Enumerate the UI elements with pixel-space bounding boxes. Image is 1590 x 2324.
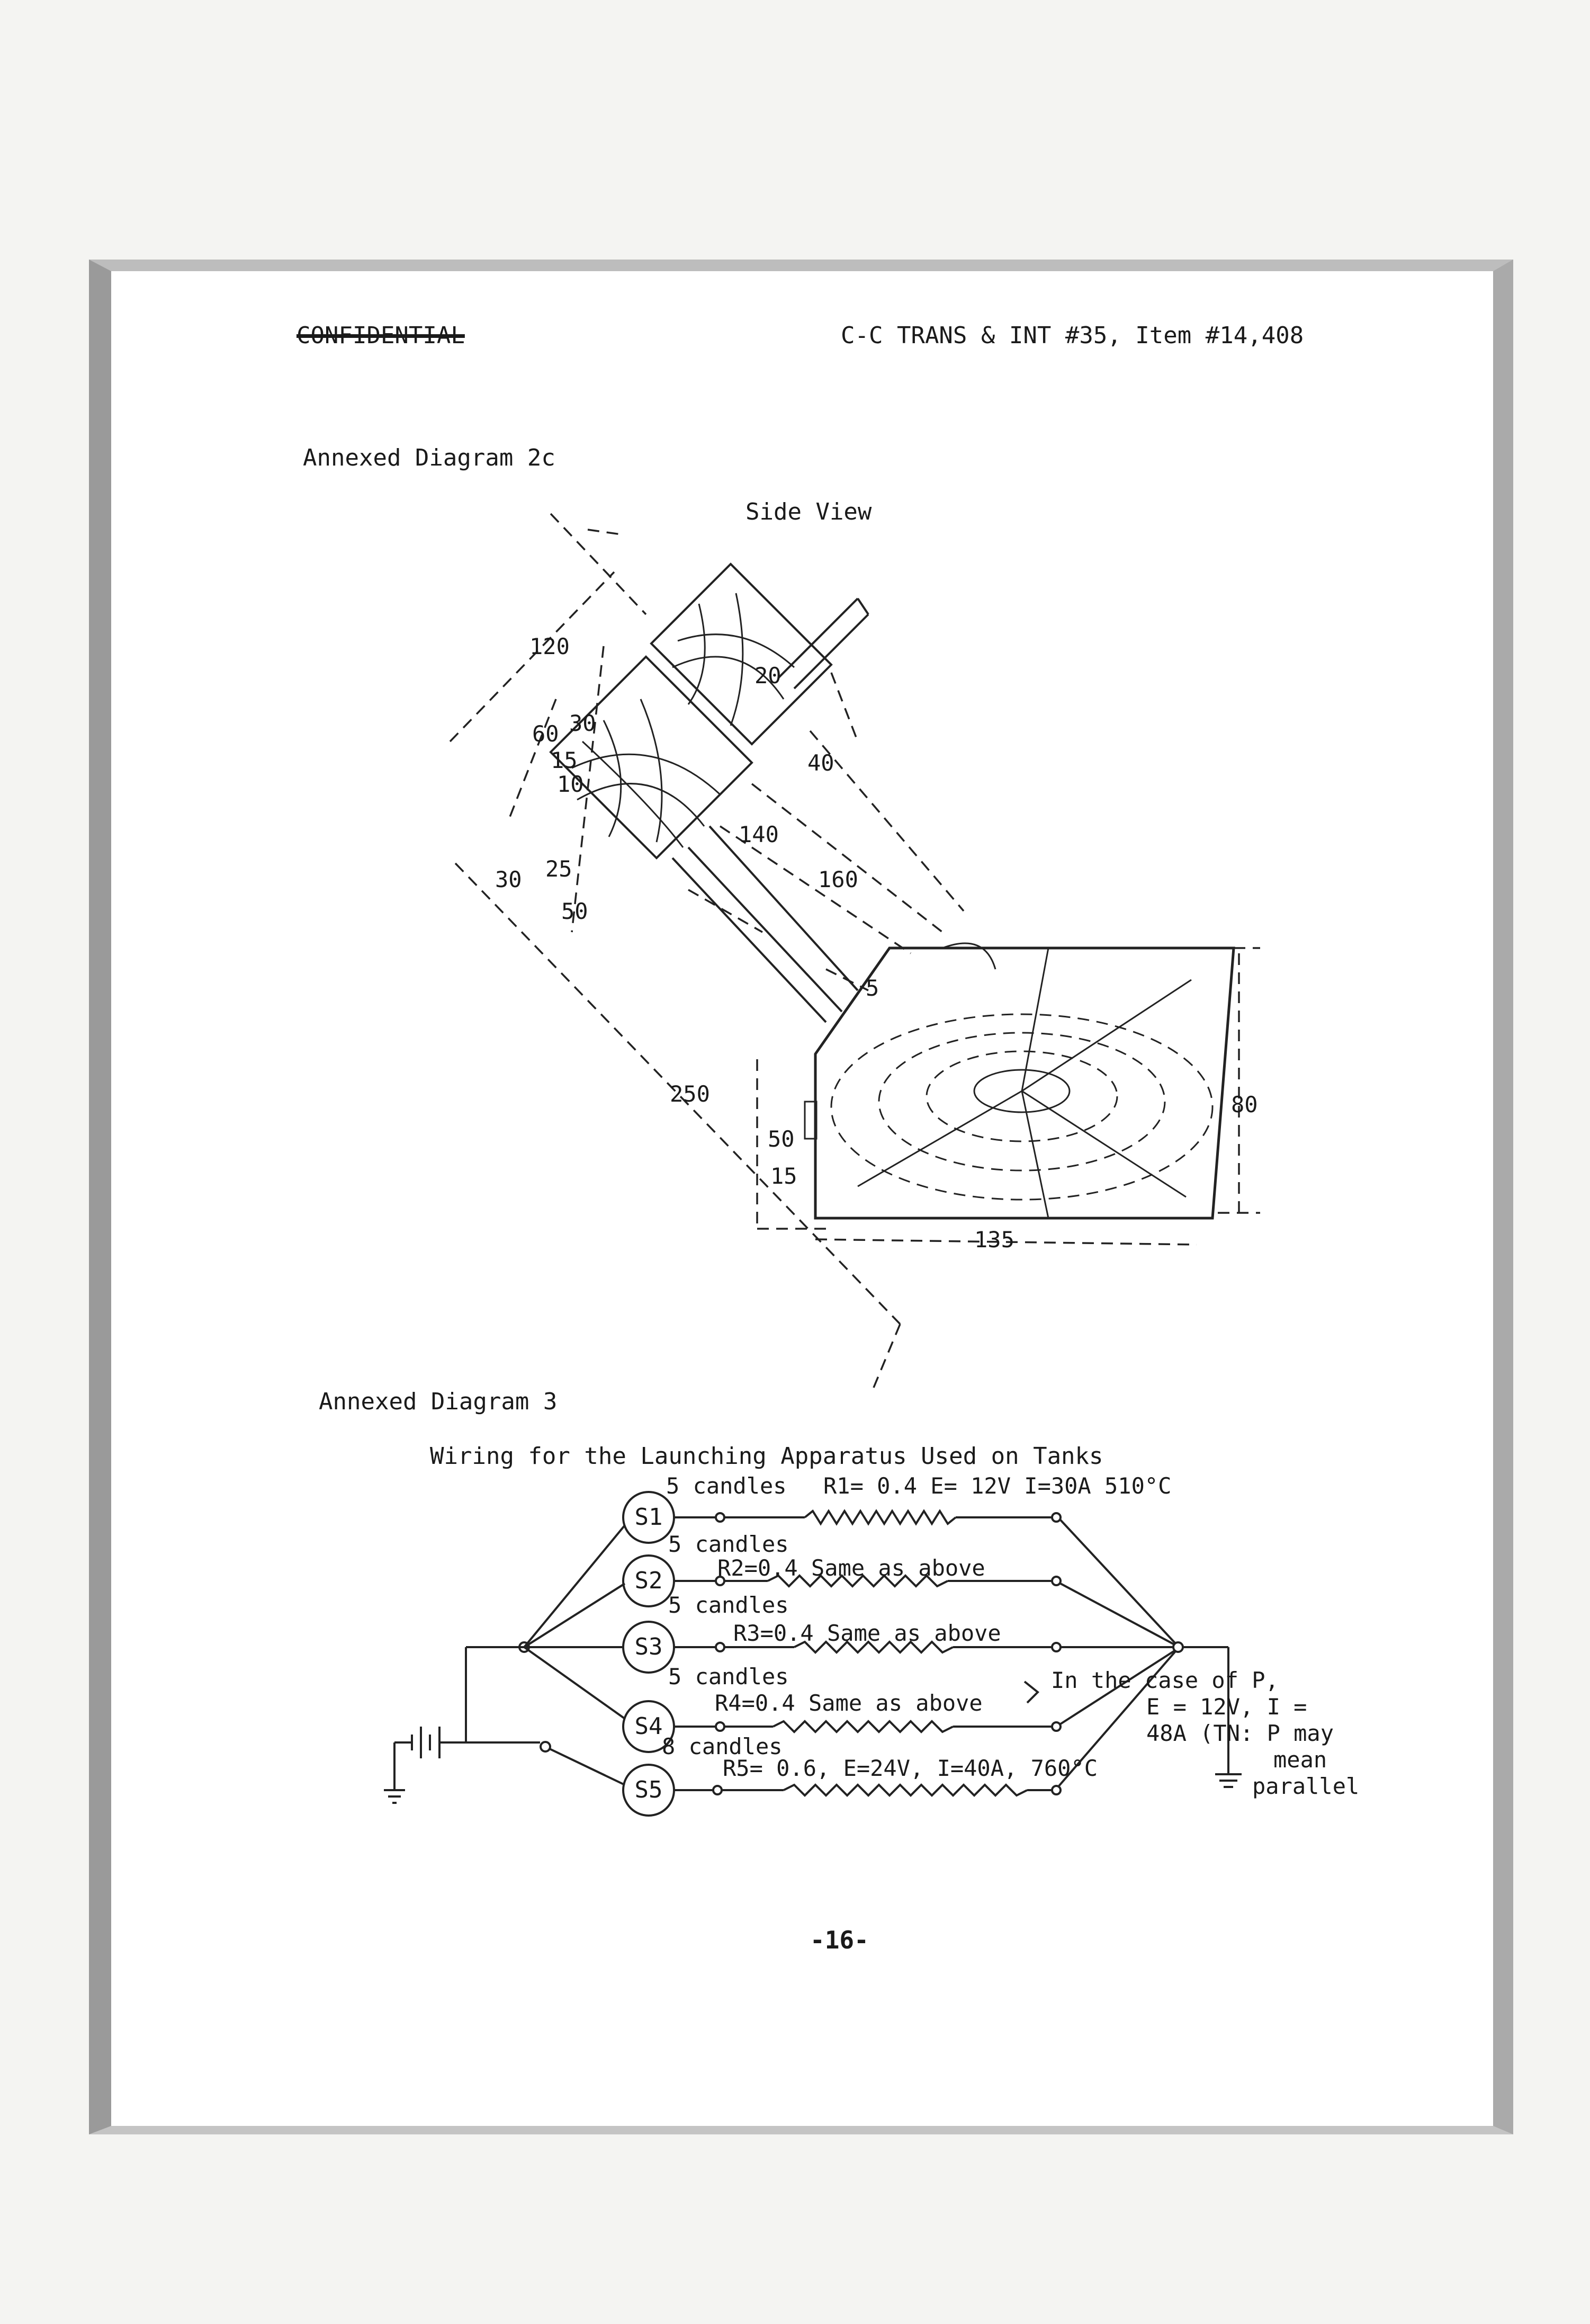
circuit-spec: R2=0.4 Same as above (717, 1555, 985, 1581)
side-view-title: Side View (745, 498, 872, 525)
dimension-label: 160 (818, 866, 858, 892)
dimension-label: 20 (754, 663, 781, 689)
dimension-label: 135 (974, 1227, 1014, 1253)
switch-label: S5 (634, 1776, 663, 1803)
wiring-diagram-title: Wiring for the Launching Apparatus Used on Tanks (430, 1443, 1103, 1470)
note-line: parallel (1252, 1773, 1360, 1799)
dimension-label: 50 (561, 898, 588, 924)
switch-label: S1 (634, 1504, 663, 1531)
dimension-label: 30 (569, 710, 596, 736)
page-number: -16- (810, 1926, 869, 1954)
dimension-label: 120 (529, 633, 570, 659)
dimension-label: 30 (495, 866, 522, 892)
circuit-spec: R4=0.4 Same as above (715, 1690, 983, 1716)
switch-label: S2 (634, 1567, 663, 1594)
dimension-label: 15 (551, 747, 578, 773)
note-line: mean (1273, 1747, 1327, 1773)
dimension-label: 80 (1231, 1092, 1258, 1118)
circuit-spec: R5= 0.6, E=24V, I=40A, 760°C (723, 1755, 1098, 1781)
switch-label: S4 (634, 1713, 663, 1740)
note-line: In the case of P, (1051, 1667, 1279, 1693)
circuit-candles: 5 candles (666, 1473, 787, 1499)
switch-label: S3 (634, 1633, 663, 1660)
note-line: E = 12V, I = (1146, 1694, 1307, 1720)
diagram-3-caption: Annexed Diagram 3 (319, 1388, 558, 1415)
dimension-label: 15 (770, 1163, 797, 1189)
circuit-spec: R3=0.4 Same as above (733, 1620, 1001, 1646)
circuit-spec: R1= 0.4 E= 12V I=30A 510°C (823, 1473, 1172, 1499)
dimension-label: 10 (557, 771, 584, 797)
circuit-candles: 8 candles (662, 1733, 783, 1759)
dimension-label: 250 (670, 1081, 710, 1107)
diagram-2c-caption: Annexed Diagram 2c (303, 444, 555, 471)
classification-marking: CONFIDENTIAL (297, 322, 465, 349)
dimension-label: 140 (739, 821, 779, 847)
dimension-label: 50 (768, 1126, 795, 1152)
dimension-label: 60 (532, 721, 559, 747)
document-reference: C-C TRANS & INT #35, Item #14,408 (841, 322, 1304, 349)
circuit-candles: 5 candles (668, 1531, 789, 1557)
dimension-label: 25 (545, 856, 572, 882)
circuit-candles: 5 candles (668, 1592, 789, 1618)
dimension-label: 5 (866, 975, 879, 1001)
dimension-label: 40 (807, 750, 834, 776)
circuit-candles: 5 candles (668, 1664, 789, 1690)
note-line: 48A (TN: P may (1146, 1720, 1334, 1746)
